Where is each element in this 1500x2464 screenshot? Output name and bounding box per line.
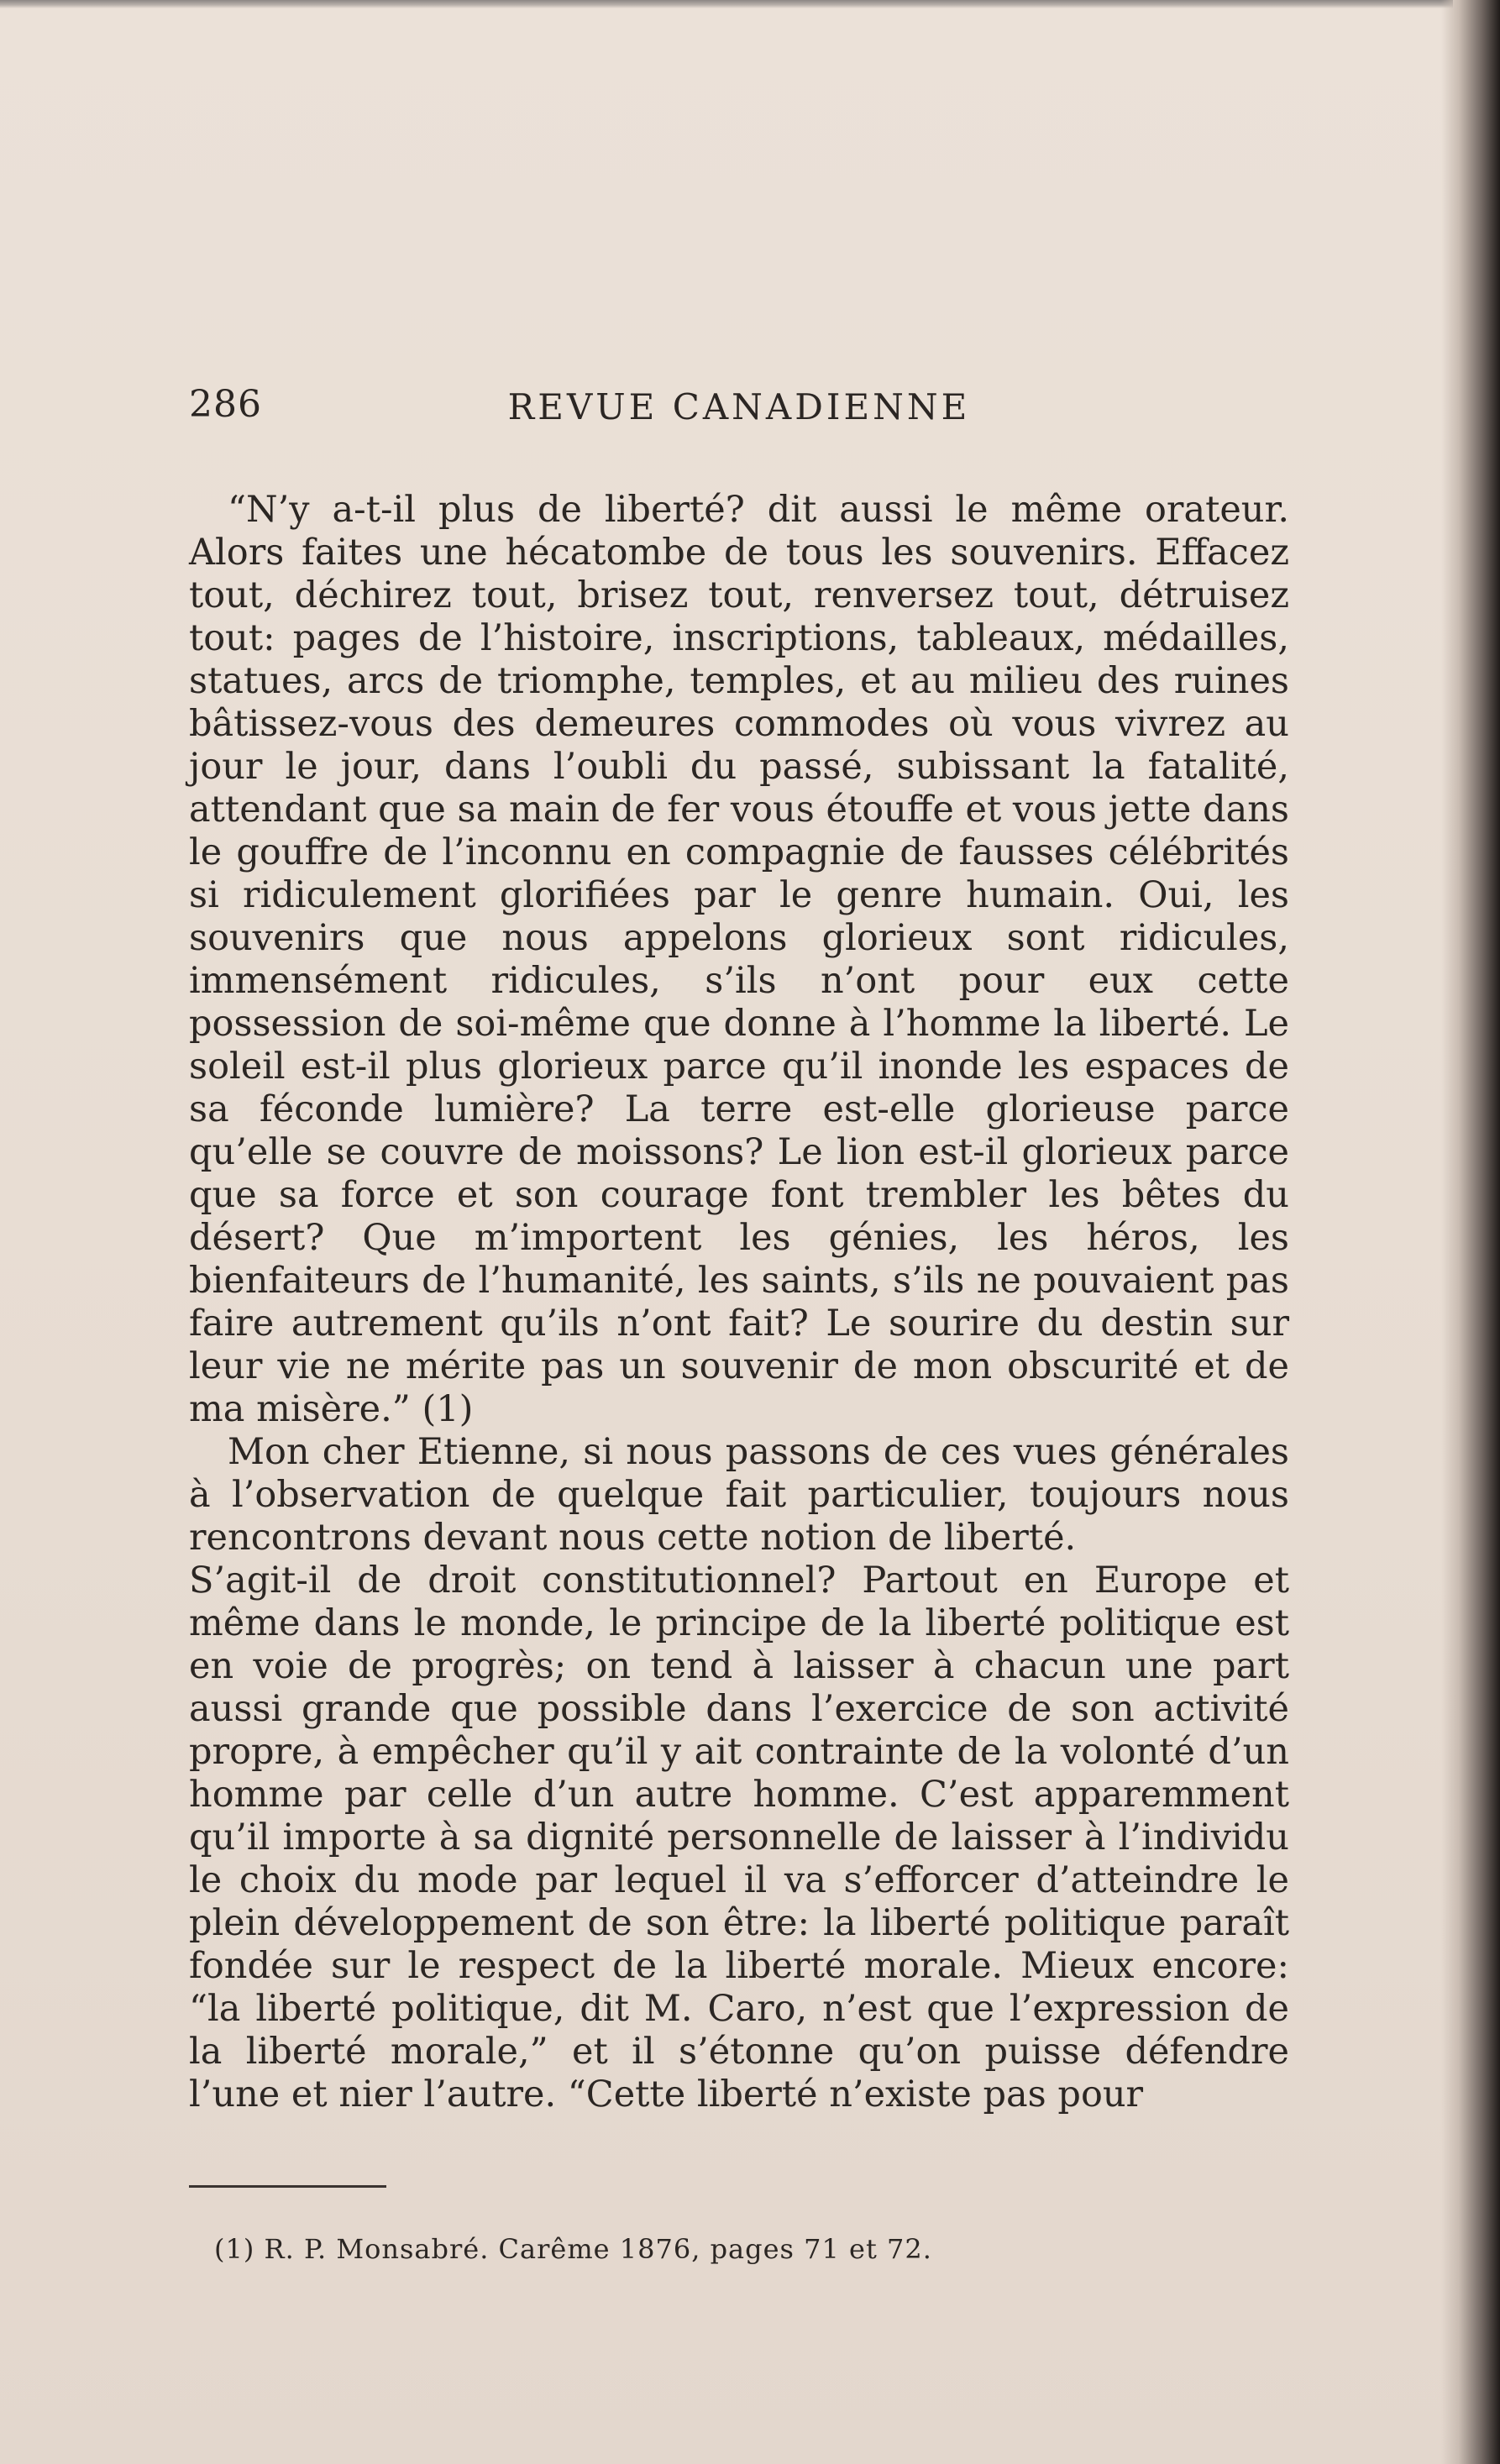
- paragraph-etienne: Mon cher Etienne, si nous passons de ces vues générales à l’observation de quelque fait particulier, toujours nous rencontrons devant nous cette notion de liberté.: [189, 1431, 1289, 1559]
- page-header: [189, 370, 1289, 437]
- page-content: [189, 370, 1289, 2265]
- paragraph-droit-constitutionnel: S’agit-il de droit constitutionnel? Partout en Europe et même dans le monde, le principe de la liberté politique est en voie de progrès; on tend à laisser à chacun une part aussi grande que possible dans l’exercice de son activité propre, à empêcher qu’il y ait contrainte de la volonté d’un homme par celle d’un autre homme. C’est apparemment qu’il importe à sa dignité personnelle de laisser à l’individu le choix du mode par lequel il va s’efforcer d’atteindre le plein développement de son être: la liberté politique paraît fondée sur le respect de la liberté morale. Mieux encore: “la liberté politique, dit M. Caro, n’est que l’expression de la liberté morale,” et il s’étonne qu’on puisse défendre l’une et nier l’autre. “Cette liberté n’existe pas pour: [189, 1560, 1289, 2115]
- footnote: (1) R. P. Monsabré. Carême 1876, pages 71 et 72.: [214, 2233, 932, 2265]
- footnote-divider: [189, 2185, 386, 2188]
- book-spine-edge: [1441, 0, 1500, 2464]
- top-edge-shadow: [0, 0, 1453, 8]
- paragraph-quote: “N’y a-t-il plus de liberté? dit aussi le même orateur. Alors faites une hécatombe de tous les souvenirs. Effacez tout, déchirez tout, brisez tout, renversez tout, détruisez tout: pages de l’histoire, inscriptions, tableaux, médailles, statues, arcs de triomphe, temples, et au milieu des ruines bâtissez-vous des demeures commodes où vous vivrez au jour le jour, dans l’oubli du passé, subissant la fatalité, attendant que sa main de fer vous étouffe et vous jette dans le gouffre de l’inconnu en compagnie de fausses célébrités si ridiculement glorifiées par le genre humain. Oui, les souvenirs que nous appelons glorieux sont ridicules, immensément ridicules, s’ils n’ont pour eux cette possession de soi-même que donne à l’homme la liberté. Le soleil est-il plus glorieux parce qu’il inonde les espaces de sa féconde lumière? La terre est-elle glorieuse parce qu’elle se couvre de moissons? Le lion est-il glorieux parce que sa force et son courage font trembler les bêtes du désert? Que m’importent les génies, les héros, les bienfaiteurs de l’humanité, les saints, s’ils ne pouvaient pas faire autrement qu’ils n’ont fait? Le sourire du destin sur leur vie ne mérite pas un souvenir de mon obscurité et de ma misère.” (1): [189, 489, 1289, 1430]
- body-text: [189, 489, 1289, 2116]
- page-number: 286: [189, 383, 262, 426]
- running-title: REVUE CANADIENNE: [507, 386, 971, 427]
